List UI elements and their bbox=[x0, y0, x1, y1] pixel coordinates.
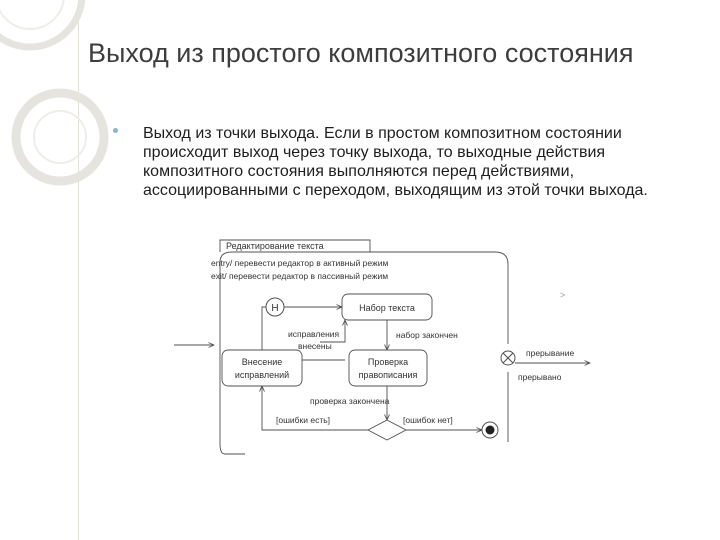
state-diagram bbox=[170, 232, 610, 460]
state-check-line1: Проверка bbox=[367, 357, 409, 367]
edge-corrections-up bbox=[262, 307, 266, 350]
bullet-marker bbox=[113, 128, 118, 133]
edge-fixes-line1: исправления bbox=[288, 329, 340, 339]
state-fix-line1: Внесение bbox=[241, 357, 283, 367]
bullet-text: Выход из точки выхода. Если в простом композитном состоянии происходит выход через точку выхода, то выходные действия композитного состояния выполняются перед действиями, ассоциированными с переходом, выходящим из этой точки выхода. bbox=[143, 125, 648, 199]
edge-check-done-label: проверка закончена bbox=[310, 396, 390, 406]
decor-circle-middle-inner bbox=[34, 111, 86, 163]
composite-state-name: Редактирование текста bbox=[226, 241, 324, 251]
guard-no-errors-label: [ошибок нет] bbox=[403, 415, 453, 425]
decision-node bbox=[368, 420, 406, 440]
decor-circle-middle bbox=[16, 93, 104, 181]
state-fix-line2: исправлений bbox=[234, 370, 290, 380]
state-typing-label: Набор текста bbox=[359, 303, 415, 313]
outgoing-transition-label: прерывано bbox=[518, 372, 562, 382]
guard-errors-label: [ошибки есть] bbox=[276, 415, 331, 425]
edge-fixes-line2: внесены bbox=[298, 341, 332, 351]
edge-typing-done-label: набор закончен bbox=[396, 330, 458, 340]
decor-circle-top-inner bbox=[0, 0, 64, 29]
slide-title: Выход из простого композитного состояния bbox=[88, 38, 634, 68]
stray-mark: > bbox=[560, 290, 566, 300]
final-state-core bbox=[486, 426, 495, 435]
state-corrections bbox=[222, 350, 302, 386]
state-spell-check bbox=[349, 350, 427, 386]
entry-action: entry/ перевести редактор в активный режим bbox=[211, 258, 389, 268]
exit-point-label: прерывание bbox=[526, 348, 575, 358]
exit-action: exit/ перевести редактор в пассивный режим bbox=[211, 271, 389, 281]
decor-circles bbox=[0, 0, 120, 200]
history-marker: H bbox=[271, 303, 279, 314]
state-check-line2: правописания bbox=[358, 370, 418, 380]
